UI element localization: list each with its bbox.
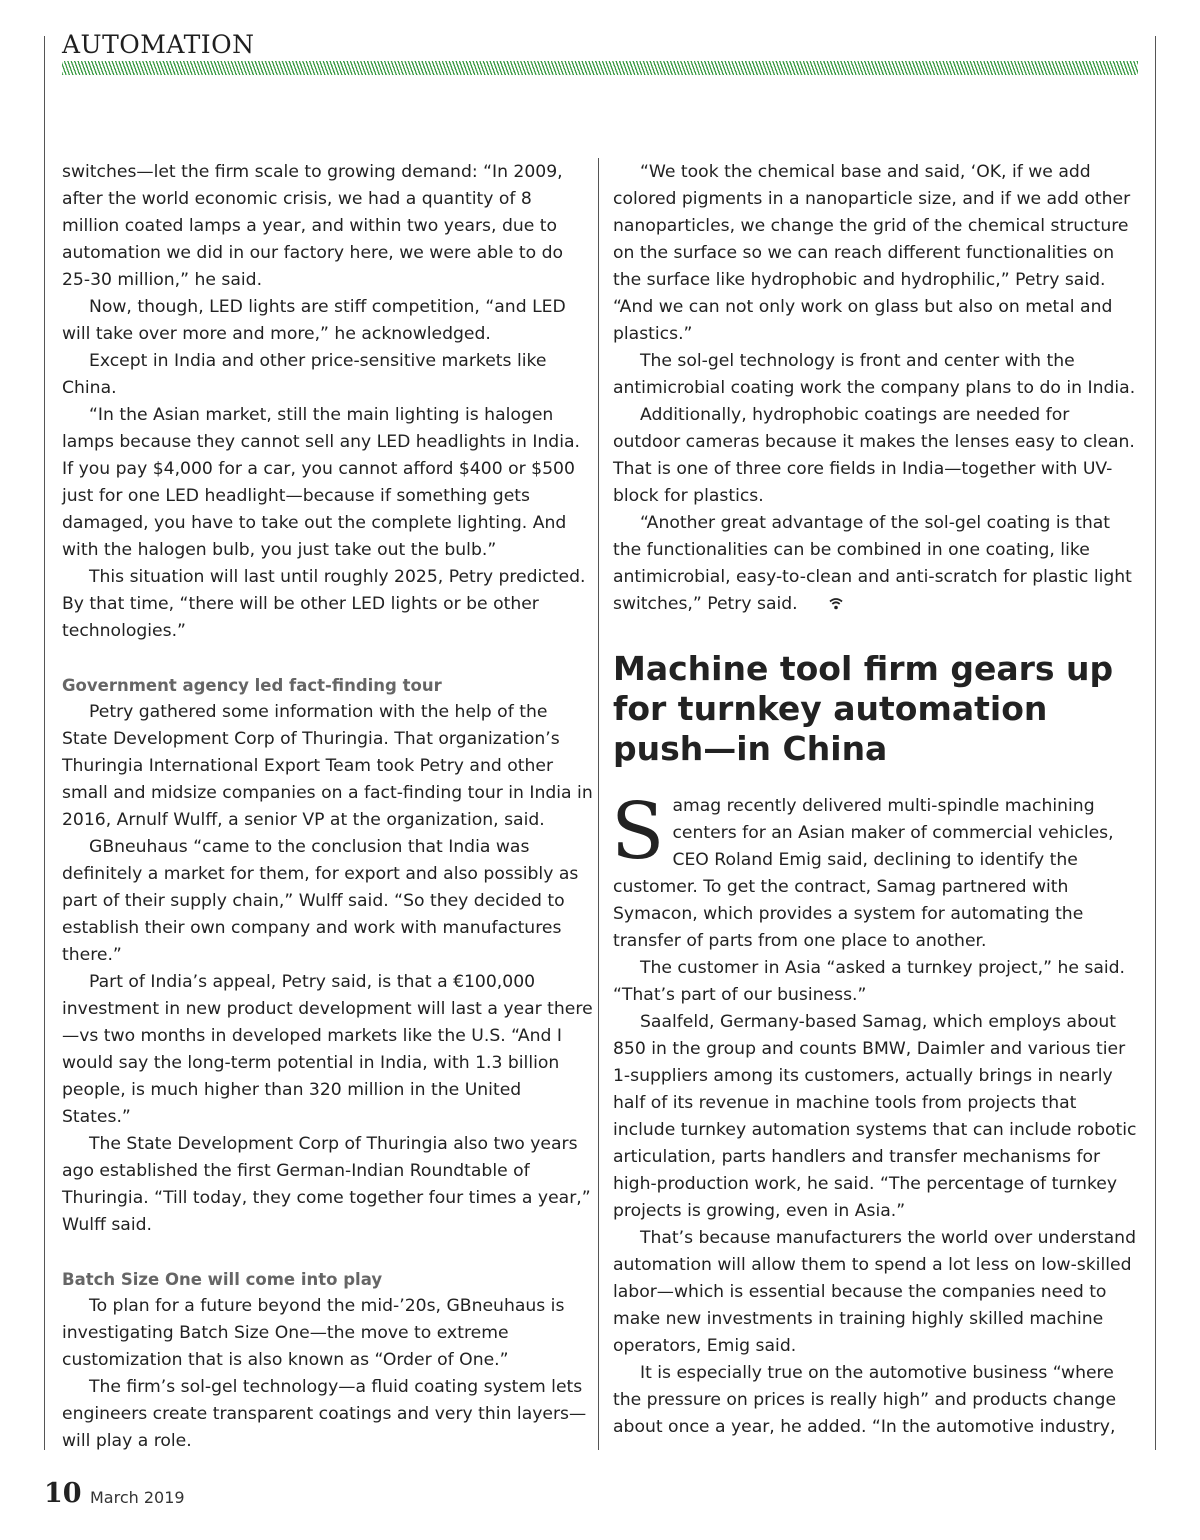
left-frame-rule — [44, 36, 45, 1450]
right-column — [613, 159, 1141, 1441]
paragraph: It is especially true on the automotive business “where the pressure on prices is really high” and products change about once a year, he added. “In the automotive industry, — [613, 1363, 1117, 1437]
paragraph: The firm’s sol-gel technology—a fluid coating system lets engineers create transparent coatings and very thin layers—will play a role. — [62, 1377, 587, 1451]
paragraph: GBneuhaus “came to the conclusion that India was definitely a market for them, for export and also possibly as part of their supply chain,” Wulff said. “So they decided to establish their own company and work with manufactures there.” — [62, 837, 579, 965]
header-hatch-rule — [62, 61, 1138, 75]
paragraph: switches—let the firm scale to growing demand: “In 2009, after the world economic crisis, we had a quantity of 8 million coated lamps a year, and within two years, due to automation we did in our factory here, we were able to do 25-30 million,” he said. — [62, 162, 564, 290]
issue-date: March 2019 — [90, 1488, 185, 1507]
paragraph: “In the Asian market, still the main lighting is halogen lamps because they cannot sell any LED headlights in India. If you pay $4,000 for a car, you cannot afford $400 or $500 just for one LED headlight—because if something gets damaged, you have to take out the complete lighting. And with the halogen bulb, you just take out the bulb.” — [62, 405, 580, 560]
paragraph: To plan for a future beyond the mid-’20s, GBneuhaus is investigating Batch Size One—the move to extreme customization that is also known as “Order of One.” — [62, 1296, 565, 1370]
paragraph: That’s because manufacturers the world over understand automation will allow them to spend a lot less on low-skilled labor—which is essential because the companies need to make new investments in training highly skilled machine operators, Emig said. — [613, 1228, 1136, 1356]
paragraph: Petry gathered some information with the help of the State Development Corp of Thuringia. That organization’s Thuringia International Export Team took Petry and other small and midsize companies on a fact-finding tour in India in 2016, Arnulf Wulff, a senior VP at the organization, said. — [62, 702, 593, 830]
paragraph-text: amag recently delivered multi-spindle machining centers for an Asian maker of commercial vehicles, CEO Roland Emig said, declining to identify the customer. To get the contract, Samag partnered with Symacon, which provides a system for automating the transfer of parts from one place to another. — [613, 796, 1114, 951]
drop-cap: S — [611, 787, 665, 877]
subhead-batch-size-one: Batch Size One will come into play — [62, 1270, 383, 1289]
paragraph-text: “Another great advantage of the sol-gel coating is that the functionalities can be combined in one coating, like antimicrobial, easy-to-clean and anti-scratch for plastic light switches,” Petry said. — [613, 513, 1132, 614]
subhead-fact-finding-tour: Government agency led fact-finding tour — [62, 676, 442, 695]
right-frame-rule — [1155, 36, 1156, 1450]
paragraph: “We took the chemical base and said, ‘OK, if we add colored pigments in a nanoparticle size, and if we add other nanoparticles, we change the grid of the chemical structure on the surface so we can reach different functionalities on the surface like hydrophobic and hydrophilic,” Petry said. “And we can not only work on glass but also on metal and plastics.” — [613, 162, 1131, 344]
paragraph: Except in India and other price-sensitive markets like China. — [62, 351, 547, 398]
paragraph: Part of India’s appeal, Petry said, is that a €100,000 investment in new product development will last a year there—vs two months in developed markets like the U.S. “And I would say the long-term potential in India, with 1.3 billion people, is much higher than 320 million in the United States.” — [62, 972, 593, 1127]
paragraph: Saalfeld, Germany-based Samag, which employs about 850 in the group and counts BMW, Daimler and various tier 1-suppliers among its customers, actually brings in nearly half of its revenue in machine tools from projects that include turnkey automation systems that can include robotic articulation, parts handlers and transfer mechanisms for high-production work, he said. “The percentage of turnkey projects is growing, even in Asia.” — [613, 1012, 1137, 1221]
paragraph: The State Development Corp of Thuringia also two years ago established the first German-Indian Roundtable of Thuringia. “Till today, they come together four times a year,” Wulff said. — [62, 1134, 591, 1235]
left-column — [62, 159, 594, 1455]
wifi-end-mark-icon — [802, 592, 843, 619]
paragraph: This situation will last until roughly 2025, Petry predicted. By that time, “there will be other LED lights or be other technologies.” — [62, 567, 586, 641]
article-headline: Machine tool firm gears up for turnkey automation push—in China — [613, 649, 1114, 768]
paragraph — [613, 510, 1141, 619]
paragraph: Additionally, hydrophobic coatings are needed for outdoor cameras because it makes the lenses easy to clean. That is one of three core fields in India—together with UV-block for plastics. — [613, 405, 1135, 506]
paragraph: The customer in Asia “asked a turnkey project,” he said. “That’s part of our business.” — [613, 958, 1126, 1005]
paragraph-with-dropcap — [611, 787, 1141, 955]
paragraph: Now, though, LED lights are stiff competition, “and LED will take over more and more,” he acknowledged. — [62, 297, 566, 344]
paragraph: The sol-gel technology is front and center with the antimicrobial coating work the company plans to do in India. — [613, 351, 1136, 398]
column-divider — [598, 158, 599, 1450]
section-label: AUTOMATION — [62, 30, 255, 59]
page-number: 10 — [44, 1478, 82, 1509]
